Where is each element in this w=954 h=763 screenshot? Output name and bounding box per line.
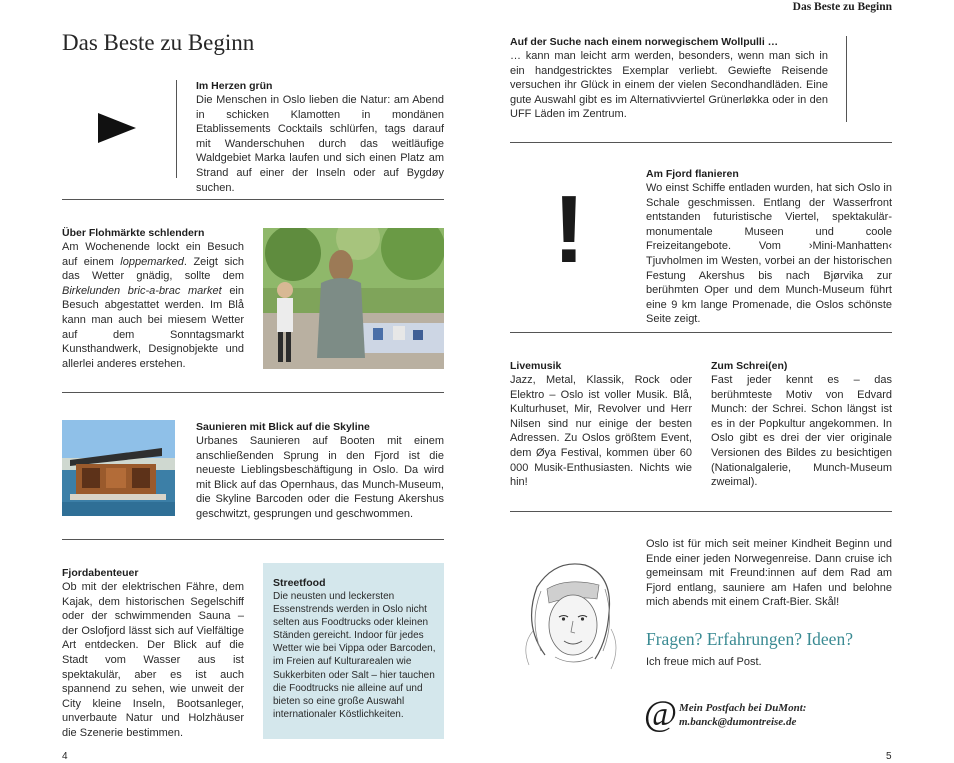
divider [510,332,892,333]
exclamation-icon: ! [553,176,585,283]
vertical-rule [176,80,177,178]
flea-market-photo [263,228,444,369]
divider [510,142,892,143]
author-note [646,537,892,610]
page-number-right: 5 [886,751,892,762]
divider [510,511,892,512]
arrow-right-icon [98,113,138,148]
at-icon: @ [644,693,678,733]
section-sauna [196,420,444,522]
postfach-label: Mein Postfach bei DuMont: [679,702,807,714]
section-flohmarkt [62,226,244,371]
page-number-left: 4 [62,751,68,762]
section-text: … kann man leicht arm werden, besonders, wenn man sich in ein handgestricktes Exemplar verliebt. Gewiefte Reisende versuchen ihr Glück in einem der vielen Secondhandläden. Eine gute Auswahl gibt es im Alternativviertel Grünerløkka oder in den UFF Läden im Zentrum. [510,50,828,121]
section-fjord-flanieren [646,167,892,327]
section-text: Fast jeder kennt es – das berühmteste Motiv von Edvard Munch: der Schrei. Schon längst ist es in der Popkultur angekommen. In Oslo gibt es drei der vier originale Versionen des Bildes zu besichtigen (Nationalgalerie, Munch-Museum zweimal). [711,374,892,489]
streetfood-box [263,563,444,739]
section-title: Im Herzen grün [196,80,273,92]
section-title: Livemusik [510,360,562,372]
contact-question: Fragen? Erfahrungen? Ideen? [646,629,853,649]
section-title: Über Flohmärkte schlendern [62,227,205,239]
section-text: Ob mit der elektrischen Fähre, dem Kajak, dem historischen Segelschiff oder der schwimmenden Sauna – der Oslofjord lässt sich auf Vielfältige Art entdecken. Der Blick auf die Stadt vom Wasser aus ist spektakulär, aber es ist auch spannend zu sehen, wie unweit der City kleine Inseln, Bootsanleger, unverbaute Natur und Holzhäuser die Szenerie bestimmen. [62,581,244,739]
section-title: Am Fjord flanieren [646,168,739,180]
section-text: Die Menschen in Oslo lieben die Natur: am Abend in schicken Klamotten in mondänen Etablissements Cocktails schlürfen, tags darauf mit Wanderschuhen durch das weitläufige Waldgebiet Marka laufen und sich einen Platz am Strand auf einer der Inseln oder auf Bygdøy suchen. [196,94,444,194]
author-text: Oslo ist für mich seit meiner Kindheit Beginn und Ende einer jeden Norwegenreise. Dann cruise ich gemeinsam mit Freund:innen auf dem Rad am Fjord entlang, sauniere am Hafen und belohne mich abends mit einem Craft-Bier. Skål! [646,538,892,609]
section-wollpulli [510,35,828,122]
contact-invite: Ich freue mich auf Post. [646,656,762,668]
section-title: Auf der Suche nach einem norwegischem Wollpulli … [510,36,779,48]
email-link[interactable]: m.banck@dumontreise.de [679,715,797,728]
section-text: Am Wochenende lockt ein Besuch auf einem loppemarked. Zeigt sich das Wetter gnädig, sollte dem Birkelunden bric-a-brac market ein Besuch abgestattet werden. Im Blå kann man auch bei miesem Wetter auf dem Sonntagsmarkt Kunsthandwerk, Designobjekte und allerlei anderes erstehen. [62,241,244,370]
sauna-boat-photo [62,420,175,516]
section-text: Wo einst Schiffe entladen wurden, hat sich Oslo in Schale geschmissen. Entlang der Wasserfront entstanden futuristische Viertel, spektakulär-monumentale Museen und coole Freizeitangebote. Vom ›Mini-Manhatten‹ Tjuvholmen im Westen, vorbei an der historischen Festung Akershus bis nach Bjørvika zur berühmten Oper und dem Munch-Museum führt eine 9 km lange Promenade, die Oslos schönste Seite zeigt. [646,182,892,326]
page-title: Das Beste zu Beginn [62,30,255,55]
author-portrait [515,555,625,686]
section-text: Urbanes Saunieren auf Booten mit einem anschließenden Sprung in den Fjord ist die neueste Lieblingsbeschäftigung in Oslo. Da wird mit Blick auf das Opernhaus, das Munch-Museum, die Skyline Barcoden oder die Festung Akershus geschwitzt, gesprungen und geschwommen. [196,435,444,520]
divider [62,539,444,540]
section-text: Jazz, Metal, Klassik, Rock oder Elektro – Oslo ist voller Musik. Blå, Kulturhuset, Mir, Revolver und Herr Nilsen sind nur einige der besten Adressen. Zu Oslos größtem Event, dem Øya Festival, kommen über 60 000 Musik-Enthusiasten. Nichts wie hin! [510,374,692,489]
section-title: Saunieren mit Blick auf die Skyline [196,421,370,433]
divider [62,199,444,200]
section-fjordabenteuer [62,566,244,741]
section-title: Streetfood [273,577,326,589]
postfach [679,702,806,729]
section-livemusik [510,359,692,490]
section-herzen [196,79,444,195]
section-schrei [711,359,892,490]
section-title: Fjordabenteuer [62,567,139,579]
vertical-rule [846,36,847,122]
running-head: Das Beste zu Beginn [792,1,892,13]
section-title: Zum Schrei(en) [711,360,788,372]
divider [62,392,444,393]
section-text: Die neusten und leckersten Essenstrends werden in Oslo nicht selten aus Foodtrucks oder kleinen Ständen gereicht. Indoor für jedes Wetter wie bei Vippa oder Barcoden, im Freien auf Kulturarealen wie Sukkerbiten oder Salt – hier tauchen die Foodtrucks nie alleine auf und bieten so eine große Auswahl internationaler Köstlichkeiten. [273,591,436,720]
